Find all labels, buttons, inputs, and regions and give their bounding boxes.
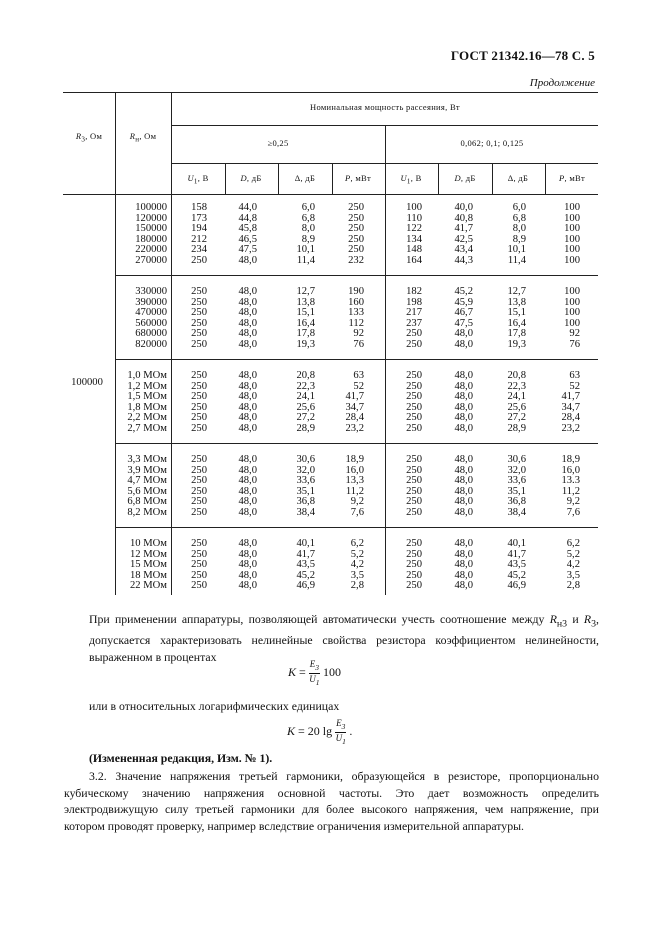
header-r3: $R_3$, Ом <box>75 131 103 144</box>
table-column-pb: 100 100 100 100 100 100 <box>564 202 580 266</box>
data-table <box>63 92 598 595</box>
header-delta-a: Δ, дБ <box>294 173 316 183</box>
table-column-da: 44,0 44,8 45,8 46,5 47,5 48,0 <box>238 202 257 266</box>
table-column-dla: 6,0 6,8 8,0 8,9 10,1 11,4 <box>296 202 315 266</box>
formula-log: K = 20 lg $\frac{E_3}{U_1}$ . <box>287 718 353 746</box>
header-p-a: P, мВт <box>344 173 372 183</box>
table-rule <box>115 359 598 360</box>
table-rule <box>63 194 598 195</box>
table-rule <box>63 92 598 93</box>
header-power: Номинальная мощность рассеяния, Вт <box>310 102 460 112</box>
table-rule <box>115 443 598 444</box>
header-group-b: 0,062; 0,1; 0,125 <box>460 138 524 148</box>
table-rule <box>545 163 546 194</box>
table-rule <box>115 527 598 528</box>
table-column-pa: 63 52 41,7 34,7 28,4 23,2 <box>345 370 364 434</box>
table-column-pb: 100 100 100 100 92 76 <box>564 286 580 350</box>
paragraph-intro: При применении аппаратуры, позволяющей автоматически учесть соотношение между $R_{н3}$ и $R_3$, допускается характеризовать нелинейные свойства резистора коэффициентом нелинейности, выраженном в процентах <box>89 612 599 665</box>
table-rule <box>171 92 172 595</box>
table-column-u1a: 250 250 250 250 250 250 <box>191 454 207 518</box>
table-column-pa: 250 250 250 250 250 232 <box>348 202 364 266</box>
table-rule <box>278 163 279 194</box>
table-column-da: 48,0 48,0 48,0 48,0 48,0 48,0 <box>238 370 257 434</box>
table-column-dlb: 12,7 13,8 15,1 16,4 17,8 19,3 <box>507 286 526 350</box>
table-column-rn: 1,0 МОм 1,2 МОм 1,5 МОм 1,8 МОм 2,2 МОм 2,7 МОм <box>127 370 167 434</box>
table-column-rn: 3,3 МОм 3,9 МОм 4,7 МОм 5,6 МОм 6,8 МОм 8,2 МОм <box>127 454 167 518</box>
table-column-dla: 12,7 13,8 15,1 16,4 17,8 19,3 <box>296 286 315 350</box>
table-column-da: 48,0 48,0 48,0 48,0 48,0 <box>238 538 257 592</box>
table-column-da: 48,0 48,0 48,0 48,0 48,0 48,0 <box>238 286 257 350</box>
table-column-u1a: 250 250 250 250 250 <box>191 538 207 592</box>
table-rule <box>385 125 386 595</box>
header-u1-b: $U_1$, В <box>400 173 422 186</box>
table-rule <box>492 163 493 194</box>
paragraph-3-2: 3.2. Значение напряжения третьей гармоники, образующейся в резисторе, пропорционально кубическому значению напряжения основной частоты. Это дает возможность определить электродвижущую силу третьей гармоники для более высокого напряжения, чем напряжение, при котором проводят проверку, например вследствие ограничения измерительной аппаратуры. <box>64 769 599 833</box>
table-column-dlb: 30,6 32,0 33,6 35,1 36,8 38,4 <box>507 454 526 518</box>
table-column-pa: 190 160 133 112 92 76 <box>348 286 364 350</box>
table-column-u1b: 250 250 250 250 250 <box>406 538 422 592</box>
header-rn: $R_н$, Ом <box>129 131 157 144</box>
table-column-u1b: 250 250 250 250 250 250 <box>406 370 422 434</box>
table-column-dla: 20,8 22,3 24,1 25,6 27,2 28,9 <box>296 370 315 434</box>
table-column-u1b: 250 250 250 250 250 250 <box>406 454 422 518</box>
formula-percent: K = $\frac{E_3}{U_1}$ 100 <box>288 659 342 687</box>
table-column-u1a: 250 250 250 250 250 250 <box>191 370 207 434</box>
table-rule <box>225 163 226 194</box>
table-column-rn: 100000 120000 150000 180000 220000 270000 <box>135 202 167 266</box>
table-column-db: 48,0 48,0 48,0 48,0 48,0 48,0 <box>454 454 473 518</box>
r3-value: 100000 <box>71 377 103 388</box>
table-column-pb: 6,2 5,2 4,2 3,5 2,8 <box>566 538 580 592</box>
table-column-rn: 10 МОм 12 МОм 15 МОм 18 МОм 22 МОм <box>129 538 167 592</box>
table-rule <box>115 275 598 276</box>
header-p-b: P, мВт <box>558 173 586 183</box>
header-delta-b: Δ, дБ <box>507 173 529 183</box>
table-column-pa: 6,2 5,2 4,2 3,5 2,8 <box>350 538 364 592</box>
header-d-b: D, дБ <box>454 173 476 183</box>
table-column-da: 48,0 48,0 48,0 48,0 48,0 48,0 <box>238 454 257 518</box>
amendment-note: (Измененная редакция, Изм. № 1). <box>89 751 273 765</box>
header-d-a: D, дБ <box>240 173 262 183</box>
table-column-u1b: 182 198 217 237 250 250 <box>406 286 422 350</box>
table-column-dla: 30,6 32,0 33,6 35,1 36,8 38,4 <box>296 454 315 518</box>
table-column-pa: 18,9 16,0 13,3 11,2 9,2 7,6 <box>345 454 364 518</box>
table-rule <box>332 163 333 194</box>
table-column-pb: 18,9 16,0 13.3 11,2 9,2 7,6 <box>561 454 580 518</box>
table-column-db: 48,0 48,0 48,0 48,0 48,0 48,0 <box>454 370 473 434</box>
table-rule <box>438 163 439 194</box>
table-column-db: 40,0 40,8 41,7 42,5 43,4 44,3 <box>454 202 473 266</box>
paragraph-log: или в относительных логарифмических единицах <box>89 699 340 713</box>
continuation-label: Продолжение <box>529 77 595 89</box>
table-column-pb: 63 52 41,7 34,7 28,4 23,2 <box>561 370 580 434</box>
table-column-dlb: 6,0 6,8 8,0 8,9 10,1 11,4 <box>507 202 526 266</box>
table-rule <box>115 92 116 595</box>
header-u1-a: $U_1$, В <box>187 173 209 186</box>
table-column-u1a: 250 250 250 250 250 250 <box>191 286 207 350</box>
header-group-a: ≥0,25 <box>267 138 289 148</box>
table-column-dla: 40,1 41,7 43,5 45,2 46,9 <box>296 538 315 592</box>
page-header: ГОСТ 21342.16—78 С. 5 <box>450 48 595 63</box>
table-column-dlb: 40,1 41,7 43,5 45,2 46,9 <box>507 538 526 592</box>
table-column-db: 45,2 45,9 46,7 47,5 48,0 48,0 <box>454 286 473 350</box>
table-column-u1b: 100 110 122 134 148 164 <box>406 202 422 266</box>
table-column-rn: 330000 390000 470000 560000 680000 820000 <box>135 286 167 350</box>
table-column-dlb: 20,8 22,3 24,1 25,6 27,2 28,9 <box>507 370 526 434</box>
table-column-db: 48,0 48,0 48,0 48,0 48,0 <box>454 538 473 592</box>
table-column-u1a: 158 173 194 212 234 250 <box>191 202 207 266</box>
